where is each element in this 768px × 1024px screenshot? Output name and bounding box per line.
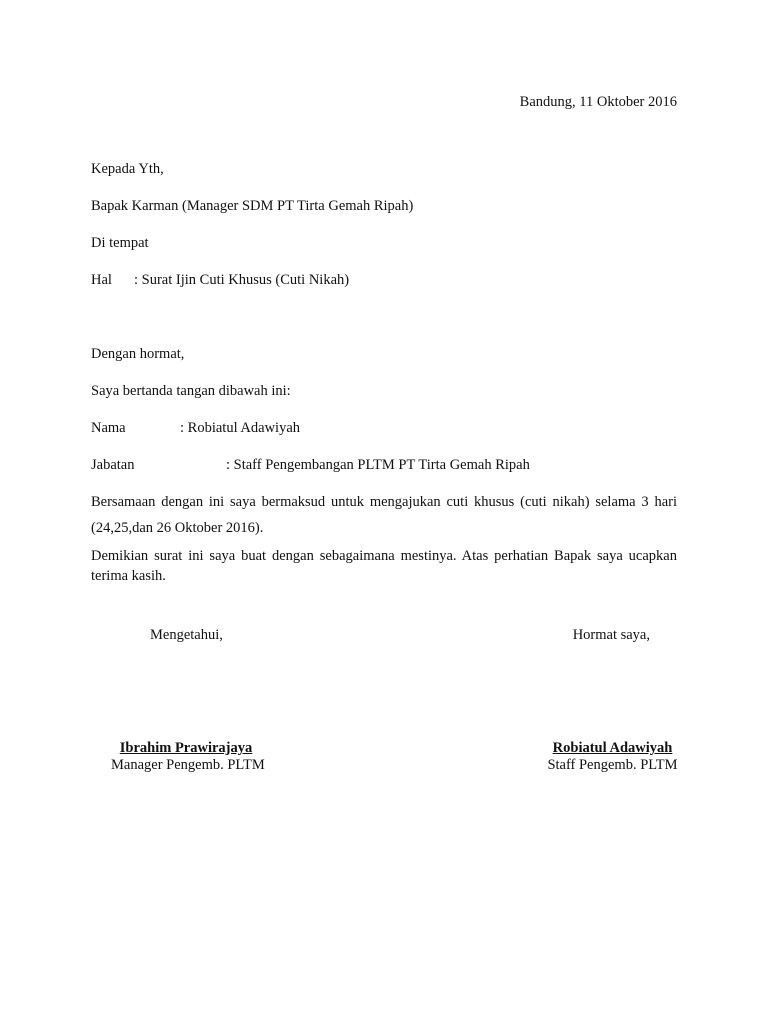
subject-value: : Surat Ijin Cuti Khusus (Cuti Nikah) bbox=[134, 272, 350, 288]
recipient-name: Bapak Karman (Manager SDM PT Tirta Gemah Ripah) bbox=[91, 198, 414, 214]
recipient-greeting: Kepada Yth, bbox=[91, 161, 164, 177]
recipient-place: Di tempat bbox=[91, 235, 149, 251]
field-label-nama: Nama bbox=[91, 420, 126, 436]
closing-paragraph: Demikian surat ini saya buat dengan sebagaimana mestinya. Atas perhatian Bapak saya ucapkan terima kasih. bbox=[91, 548, 677, 584]
date-line: Bandung, 11 Oktober 2016 bbox=[519, 94, 677, 110]
signature-left bbox=[111, 740, 265, 774]
body-paragraph: Bersamaan dengan ini saya bermaksud untuk mengajukan cuti khusus (cuti nikah) selama 3 hari (24,25,dan 26 Oktober 2016). bbox=[91, 494, 677, 536]
subject-label: Hal bbox=[91, 272, 112, 288]
signature-right-name: Robiatul Adawiyah bbox=[552, 740, 673, 756]
signature-right-header: Hormat saya, bbox=[572, 627, 650, 643]
field-value-nama: : Robiatul Adawiyah bbox=[180, 420, 301, 436]
field-label-jabatan: Jabatan bbox=[91, 457, 135, 473]
signature-left-header: Mengetahui, bbox=[150, 627, 223, 643]
signature-left-title: Manager Pengemb. PLTM bbox=[111, 757, 265, 773]
signature-right bbox=[545, 740, 680, 774]
salutation: Dengan hormat, bbox=[91, 346, 185, 362]
signature-right-title: Staff Pengemb. PLTM bbox=[547, 757, 678, 773]
intro-line: Saya bertanda tangan dibawah ini: bbox=[91, 383, 291, 399]
signature-left-name: Ibrahim Prawirajaya bbox=[119, 740, 253, 756]
field-value-jabatan: : Staff Pengembangan PLTM PT Tirta Gemah Ripah bbox=[226, 457, 530, 473]
